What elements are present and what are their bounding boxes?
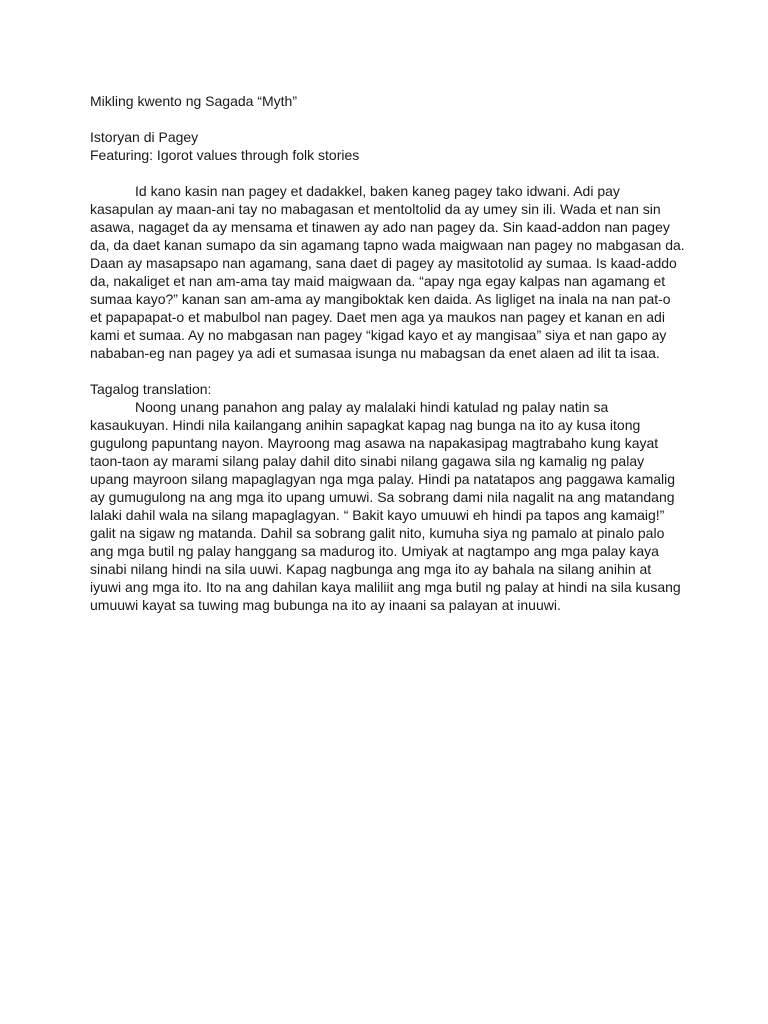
story-line: asawa, nagaget da ay mensama et tinawen ay ado nan pagey da. Sin kaad-addon nan pagey (90, 219, 670, 235)
story-line: Id kano kasin nan pagey et dadakkel, baken kaneg pagey tako idwani. Adi pay (135, 183, 620, 199)
story-line: kami et sumaa. Ay no mabgasan nan pagey “kigad kayo et ay mangisaa” siya et nan gapo ay (90, 327, 667, 343)
translation-heading: Tagalog translation: (90, 381, 212, 397)
spacer (90, 110, 680, 128)
story-line: kasapulan ay maan-ani tay no mabagasan et mentoltolid da ay umey sin ili. Wada et nan sin (90, 201, 661, 217)
translation-line: kasaukuyan. Hindi nila kailangang anihin sapagkat kapag nag bunga na ito ay kusa itong (90, 417, 641, 433)
translation-line: upang mayroon silang mapaglagyan nga mga palay. Hindi pa natatapos ang paggawa kamalig (90, 471, 676, 487)
story-line: Daan ay masapsapo nan agamang, sana daet di pagey ay masitotolid ay sumaa. Is kaad-addo (90, 255, 677, 271)
translation-line: Noong unang panahon ang palay ay malalaki hindi katulad ng palay natin sa (135, 399, 609, 415)
spacer (90, 164, 680, 182)
story-paragraph (90, 182, 685, 362)
document-title: Mikling kwento ng Sagada “Myth” (90, 93, 297, 109)
translation-line: taon-taon ay marami silang palay dahil dito sinabi nilang gagawa sila ng kamalig ng palay (90, 453, 645, 469)
story-line: sumaa kayo?” kanan san am-ama ay mangiboktak ken daida. As ligliget na inala na nan pat-o (90, 291, 671, 307)
story-title: Istoryan di Pagey (90, 129, 199, 145)
translation-line: iyuwi ang mga ito. Ito na ang dahilan kaya maliliit ang mga butil ng palay at hindi na sila kusang (90, 579, 681, 595)
translation-line: umuuwi kayat sa tuwing mag bubunga na ito ay inaani sa palayan at inuuwi. (90, 597, 561, 613)
story-line: et papapapat-o et mabulbol nan pagey. Daet men aga ya maukos nan pagey et kanan en adi (90, 309, 665, 325)
translation-line: lalaki dahil wala na silang mapaglagyan. “ Bakit kayo umuuwi eh hindi pa tapos ang kamaig!” (90, 507, 665, 523)
translation-line: galit na sigaw ng matanda. Dahil sa sobrang galit nito, kumuha siya ng pamalo at pinalo palo (90, 525, 665, 541)
translation-line: ang mga butil ng palay hanggang sa madurog ito. Umiyak at nagtampo ang mga palay kaya (90, 543, 659, 559)
translation-line: gugulong papuntang nayon. Mayroong mag asawa na napakasipag magtrabaho kung kayat (90, 435, 659, 451)
spacer (90, 362, 680, 380)
translation-paragraph (90, 398, 680, 614)
translation-line: ay gumugulong na ang mga ito upang umuwi. Sa sobrang dami nila nagalit na ang matandang (90, 489, 675, 505)
story-line: nababan-eg nan pagey ya adi et sumasaa isunga nu mabagsan da enet alaen ad ilit ta isaa. (90, 345, 660, 361)
featuring-line: Featuring: Igorot values through folk stories (90, 147, 360, 163)
document-page (90, 92, 685, 614)
story-line: da, nakaliget et nan am-ama tay maid maigwaan da. “apay nga egay kalpas nan agamang et (90, 273, 666, 289)
translation-line: sinabi nilang hindi na sila uuwi. Kapag nagbunga ang mga ito ay bahala na silang anihin at (90, 561, 652, 577)
story-line: da, da daet kanan sumapo da sin agamang tapno wada maigwaan nan pagey no mabgasan da. (90, 237, 685, 253)
